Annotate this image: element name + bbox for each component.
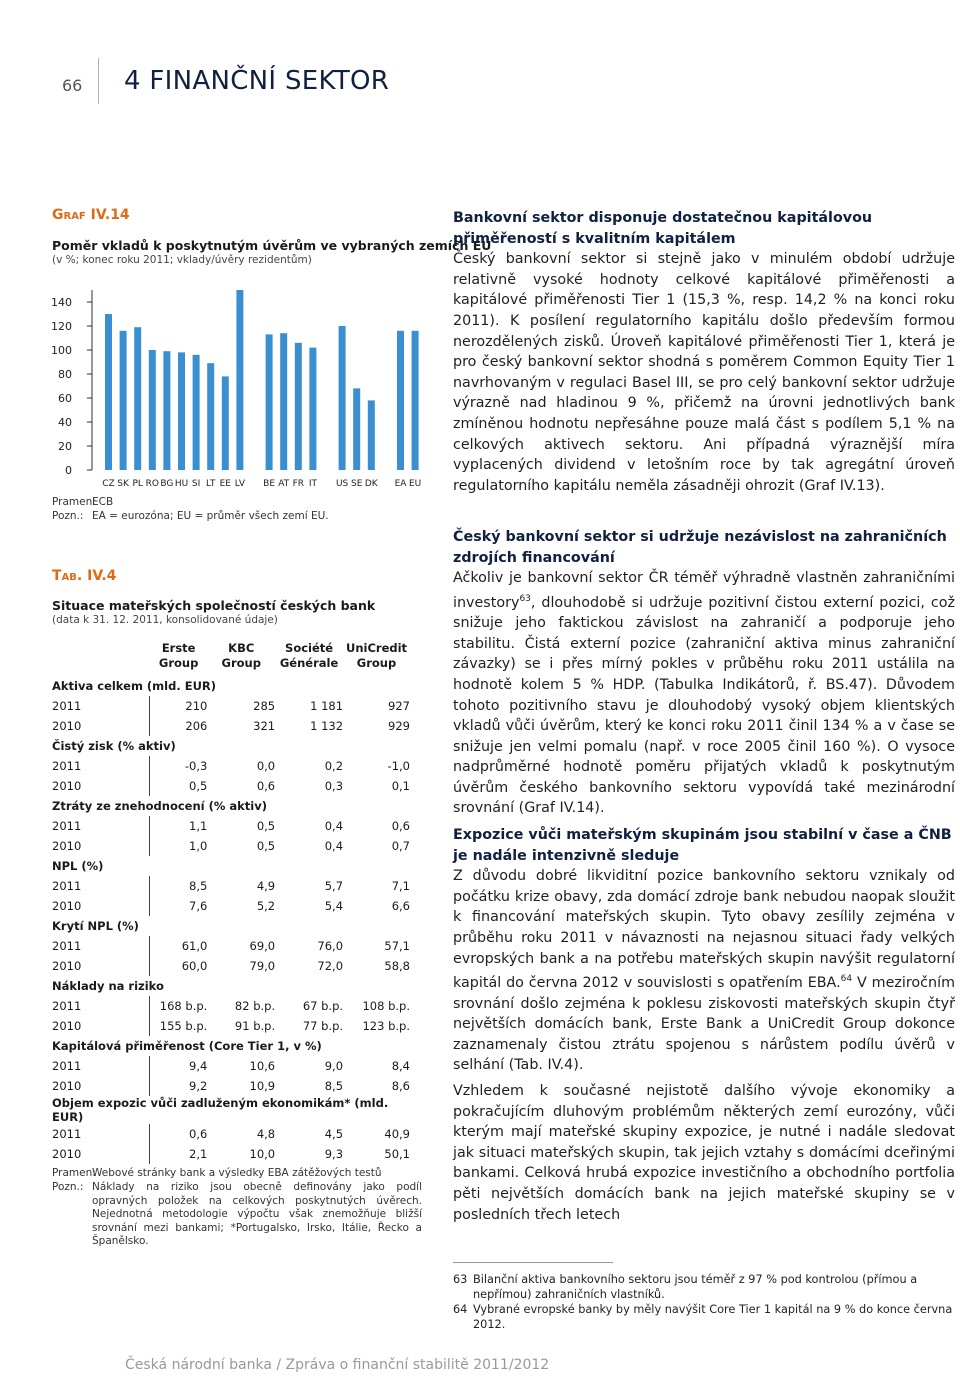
paragraph-capital: Český bankovní sektor si stejně jako v minulém období udržuje relativně vysoké hodnoty celkové kapitálové přiměřenosti a kapitálové přiměřenosti Tier 1 (15,3 %, resp. 14,2 % na konci roku 2011). K posílení regulatorního kapitálu došlo především formou nerozdělených zisků. Úroveň kapitálové přiměřenosti Tier 1, která je pro český bankovní sektor shodná s poměrem Common Equity Tier 1 navrhovaným v regulaci Basel III, se pro celý bankovní sektor udržuje výrazně nad hladinou 9 %, přičemž na úrovni jednotlivých bank zmíněnou hodnotu nepřesáhne pouze malá část s podílem 5,1 % na celkových aktivech sektoru. Ani případná výraznější míra vyplacených dividend v letošním roce by tak agregátní úroveň regulatorního kapitálu neměla zásadněji ohrozit (Graf IV.13). [453,251,955,494]
table-cell: 91 b.p. [234,1019,276,1033]
x-tick-label: AT [278,479,290,489]
x-tick-label: BE [263,479,276,489]
table-cell: 0,6 [256,779,276,793]
bar-ee [222,376,229,470]
table-cell: 10,0 [249,1147,276,1161]
bank-table [52,636,410,1164]
graph-label: Graf IV.14 [52,207,130,223]
table-cell: 123 b.p. [362,1019,410,1033]
x-tick-label: IT [308,479,317,489]
table-row [52,1076,410,1096]
bar-hu [178,352,185,470]
x-tick-label: EA [394,479,407,489]
y-tick-label: 60 [58,392,72,405]
x-tick-label: US [335,479,349,489]
table-cell: 4,9 [256,879,276,893]
x-tick-label: DK [364,479,378,489]
table-cell: 0,6 [391,819,410,833]
table-source [52,1167,422,1181]
bars [105,290,419,470]
table-row [52,1144,410,1164]
table-cell: 76,0 [317,939,344,953]
footnote-64-num: 64 [453,1303,468,1316]
table-cell: 927 [388,699,410,713]
x-tick-label: BG [160,479,174,489]
table-cell: 0,5 [256,839,276,853]
table-cell: 108 b.p. [362,999,410,1013]
section-outlook [453,1081,955,1225]
table-cell: 8,5 [324,1079,344,1093]
section-exposure [453,825,955,1076]
col-header-erste: Erste Group [158,641,199,670]
table-note-text: Náklady na riziko jsou obecně definovány jako podíl opravných položek na celkových poskytnutých úvěrech. Nejednotná metodologie výpočtu však znemožňuje bližší srovnání mezi bankami; *Portugalsko, Irsko, Itálie, Řecko a Španělsko. [92,1181,422,1247]
table-cell: 72,0 [317,959,344,973]
table-title: Situace mateřských společností českých bank [52,598,376,613]
table-cell: 4,8 [256,1127,276,1141]
section-title-row [52,976,410,996]
y-tick-label: 0 [65,464,72,477]
table-source-label: Pramen: [52,1167,96,1179]
x-tick-label: LT [206,479,216,489]
x-tick-label: PL [132,479,143,489]
table-header-row [52,636,410,676]
bar-cz [105,314,112,470]
bar-lv [236,290,243,470]
table-cell: 50,1 [384,1147,410,1161]
row-year: 2010 [52,839,82,853]
table-cell: 9,2 [150,1076,207,1096]
table-cell: 7,1 [391,879,410,893]
table-cell: -1,0 [387,759,410,773]
table-cell: 9,4 [150,1056,207,1076]
table-row [52,696,410,716]
col-header-kbc: KBC Group [221,641,261,670]
table-cell: 10,9 [249,1079,276,1093]
table-cell: 5,2 [256,899,276,913]
row-year: 2011 [52,999,82,1013]
table-cell: 9,0 [324,1059,344,1073]
bar-eu [412,331,419,470]
graph-title: Poměr vkladů k poskytnutým úvěrům ve vybraných zemích EU [52,238,492,253]
table-row [52,716,410,736]
table-cell: 8,6 [391,1079,410,1093]
table-cell: 6,6 [391,899,410,913]
bar-pl [134,327,141,470]
table-cell: 2,1 [150,1144,207,1164]
row-year: 2011 [52,1059,82,1073]
y-tick-label: 20 [58,440,72,453]
row-year: 2010 [52,899,82,913]
y-tick-label: 80 [58,368,72,381]
table-row [52,936,410,956]
table-row [52,1056,410,1076]
table-cell: 0,3 [324,779,344,793]
table-source-text: Webové stránky bank a výsledky EBA zátěžových testů [92,1167,382,1179]
table-cell: 58,8 [384,959,410,973]
footnote-64 [453,1302,958,1332]
table-cell: 5,4 [324,899,344,913]
bar-lt [207,363,214,470]
x-tick-label: SK [117,479,129,489]
section-title-row [52,676,410,696]
heading-exposure: Expozice vůči mateřským skupinám jsou stabilní v čase a ČNB je nadále intenzivně sleduje [453,827,952,864]
col-header-societe: Société Générale [279,641,339,670]
x-tick-label: SE [350,479,363,489]
bar-ea [397,331,404,470]
table-cell: 0,7 [391,839,410,853]
chapter-title: 4 FINANČNÍ SEKTOR [124,66,390,96]
bar-us [339,326,346,470]
table-cell: 155 b.p. [150,1016,207,1036]
table-cell: 10,6 [249,1059,276,1073]
section-independence [453,527,955,819]
table-row [52,836,410,856]
table-cell: 285 [253,699,276,713]
table-cell: 4,5 [324,1127,344,1141]
row-year: 2010 [52,1079,82,1093]
table-row [52,956,410,976]
footnote-ref-63: 63 [519,593,531,604]
table-cell: 206 [150,716,207,736]
table-cell: 210 [150,696,207,716]
graph-note [52,510,329,524]
table-row [52,776,410,796]
bar-at [280,333,287,470]
row-year: 2011 [52,939,82,953]
section-title-row [52,916,410,936]
table-cell: 0,5 [256,819,276,833]
table-cell: 1,1 [150,816,207,836]
graph-source-label: Pramen: [52,496,96,508]
table-cell: 0,1 [391,779,410,793]
table-cell: 321 [253,719,276,733]
row-year: 2010 [52,779,82,793]
table-cell: -0,3 [150,756,207,776]
graph-note-text: EA = eurozóna; EU = průměr všech zemí EU. [92,510,329,522]
x-tick-label: SI [191,479,201,489]
section-title-row [52,1036,410,1056]
section-title-row [52,736,410,756]
section-title-row [52,796,410,816]
table-cell: 0,6 [150,1124,207,1144]
table-cell: 67 b.p. [302,999,344,1013]
graph-subtitle: (v %; konec roku 2011; vklady/úvěry rezidentům) [52,254,312,266]
section-title: NPL (%) [52,859,104,873]
row-year: 2011 [52,879,82,893]
table-cell: 168 b.p. [150,996,207,1016]
footnote-63-text: Bilanční aktiva bankovního sektoru jsou téměř z 97 % pod kontrolou (přímou a nepřímou) zahraničních vlastníků. [473,1273,918,1301]
footnote-ref-64: 64 [840,974,853,985]
section-title: Aktiva celkem (mld. EUR) [52,679,217,693]
row-year: 2011 [52,699,82,713]
heading-independence: Český bankovní sektor si udržuje nezávislost na zahraničních zdrojích financování [453,529,947,566]
x-tick-label: EE [219,479,231,489]
section-title-row [52,1096,410,1124]
paragraph-outlook: Vzhledem k současné nejistotě dalšího vývoje ekonomiky a pokračujícím dluhovým problémům některých zemí eurozóny, vůči kterým mají mateřské skupiny expozice, je nutné i nadále sledovat jak situaci mateřských skupin, tak jejich vztahy s domácími dceřinými bankami. Celková hrubá expozice investičního a obchodního portfolia pěti největších domácích bank na jejich mateřské skupiny se v posledních třech letech [453,1083,955,1223]
x-tick-label: HU [174,479,189,489]
graph-source-text: ECB [92,496,114,508]
table-cell: 57,1 [384,939,410,953]
table-cell: 0,4 [324,839,344,853]
footnote-63-num: 63 [453,1273,468,1286]
y-tick-label: 120 [51,320,72,333]
table-cell: 1,0 [150,836,207,856]
bar-chart [40,276,430,491]
y-tick-label: 140 [51,296,72,309]
row-year: 2011 [52,759,82,773]
table-cell: 929 [388,719,410,733]
bar-se [353,388,360,470]
row-year: 2010 [52,959,82,973]
x-tick-label: EU [408,479,422,489]
table-note [52,1181,422,1249]
row-year: 2011 [52,819,82,833]
section-title: Objem expozic vůči zadluženým ekonomikám* (mld. EUR) [52,1096,389,1124]
table-cell: 60,0 [150,956,207,976]
table-cell: 5,7 [324,879,344,893]
bar-si [193,355,200,470]
table-cell: 8,4 [391,1059,410,1073]
y-axis [51,290,92,477]
table-cell: 40,9 [384,1127,410,1141]
table-cell: 1 132 [310,719,344,733]
bar-sk [120,331,127,470]
table-row [52,816,410,836]
section-title: Krytí NPL (%) [52,919,139,933]
bar-bg [163,351,170,470]
header-empty [52,636,150,676]
page-footer: Česká národní banka / Zpráva o finanční stabilitě 2011/2012 [125,1357,550,1373]
table-cell: 0,0 [256,759,276,773]
footnote-63 [453,1272,958,1302]
row-year: 2010 [52,719,82,733]
table-row [52,996,410,1016]
y-tick-label: 100 [51,344,72,357]
section-title: Čistý zisk (% aktiv) [52,739,176,753]
graph-source [52,496,113,510]
section-title: Kapitálová přiměřenost (Core Tier 1, v %) [52,1039,322,1053]
col-header-unicredit: UniCredit Group [345,641,408,670]
paragraph-exposure: Z důvodu dobré likviditní pozice bankovního sektoru vznikaly od počátku krize obavy, zda domácí zdroje bank nebudou naopak sloužit k financování mateřských skupin. Tyto obavy zesílily zejména v průběhu roku 2011 v návaznosti na nejasnou situaci řady velkých evropských bank a na potřebu mateřských skupin navýšit regulatorní kapitál do června 2012 v souvislosti s opatřením EBA.$^{64}$ V meziročním srovnání došlo zejména k poklesu ziskovosti mateřských skupin čtyř největších domácích bank, Erste Bank a UniCredit Group dokonce zaznamenaly čistou ztrátu spojenou s nárůstem podílu úvěrů v selhání (Tab. IV.4). [453,868,955,1074]
x-tick-label: CZ [102,479,115,489]
table-cell: 82 b.p. [234,999,276,1013]
footnote-divider [453,1262,613,1263]
table-label: Tab. IV.4 [52,568,117,584]
footnote-64-text: Vybrané evropské banky by měly navýšit Core Tier 1 kapitál na 9 % do konce června 2012. [473,1303,953,1331]
bar-ro [149,350,156,470]
table-row [52,896,410,916]
bar-it [309,348,316,470]
heading-capital: Bankovní sektor disponuje dostatečnou kapitálovou přiměřeností s kvalitním kapitálem [453,210,873,247]
section-title-row [52,856,410,876]
table-cell: 0,5 [150,776,207,796]
row-year: 2010 [52,1147,82,1161]
table-row [52,876,410,896]
table-row [52,1016,410,1036]
x-axis-labels [102,479,421,489]
table-row [52,1124,410,1144]
paragraph-independence: Ačkoliv je bankovní sektor ČR téměř výhradně vlastněn zahraničními investory$^{63}$, dlouhodobě si udržuje pozitivní čistou externí pozici, což snižuje jeho faktickou závislost na zahraničí a podporuje jeho stabilitu. Čistá externí pozice (zahraniční aktiva minus zahraniční závazky) se i přes mírný pokles v průběhu roku 2011 ustálila na hodnotě kolem 5 % HDP. (Tabulka Indikátorů, ř. BS.47). Důvodem tohoto pozitivního stavu je dlouhodobý vysoký objem klientských vkladů vůči úvěrům, který ke konci roku 2011 činil 134 % a v čase se snižuje jen velmi pomalu (např. v roce 2005 činil 160 %). O vysoce nadprůměrné hodnotě poměru přijatých vkladů k poskytnutým úvěrům českého bankovního sektoru vypovídá také mezinárodní srovnání (Graf IV.14). [453,570,955,817]
bar-fr [295,343,302,470]
bar-be [266,334,273,470]
table-cell: 7,6 [150,896,207,916]
section-capital [453,208,955,496]
page-number: 66 [62,76,83,95]
x-tick-label: FR [292,479,305,489]
row-year: 2011 [52,1127,82,1141]
section-title: Náklady na riziko [52,979,164,993]
table-row [52,756,410,776]
table-cell: 77 b.p. [302,1019,344,1033]
table-cell: 9,3 [324,1147,344,1161]
table-cell: 0,2 [324,759,344,773]
table-cell: 69,0 [249,939,276,953]
table-cell: 0,4 [324,819,344,833]
x-tick-label: LV [234,479,245,489]
row-year: 2010 [52,1019,82,1033]
x-tick-label: RO [145,479,159,489]
header-divider [98,58,99,104]
graph-note-label: Pozn.: [52,510,84,522]
y-tick-label: 40 [58,416,72,429]
table-cell: 61,0 [150,936,207,956]
table-cell: 8,5 [150,876,207,896]
section-title: Ztráty ze znehodnocení (% aktiv) [52,799,267,813]
bar-dk [368,400,375,470]
table-cell: 1 181 [310,699,344,713]
table-subtitle: (data k 31. 12. 2011, konsolidované údaje) [52,614,278,626]
table-note-label: Pozn.: [52,1181,84,1193]
table-cell: 79,0 [249,959,276,973]
